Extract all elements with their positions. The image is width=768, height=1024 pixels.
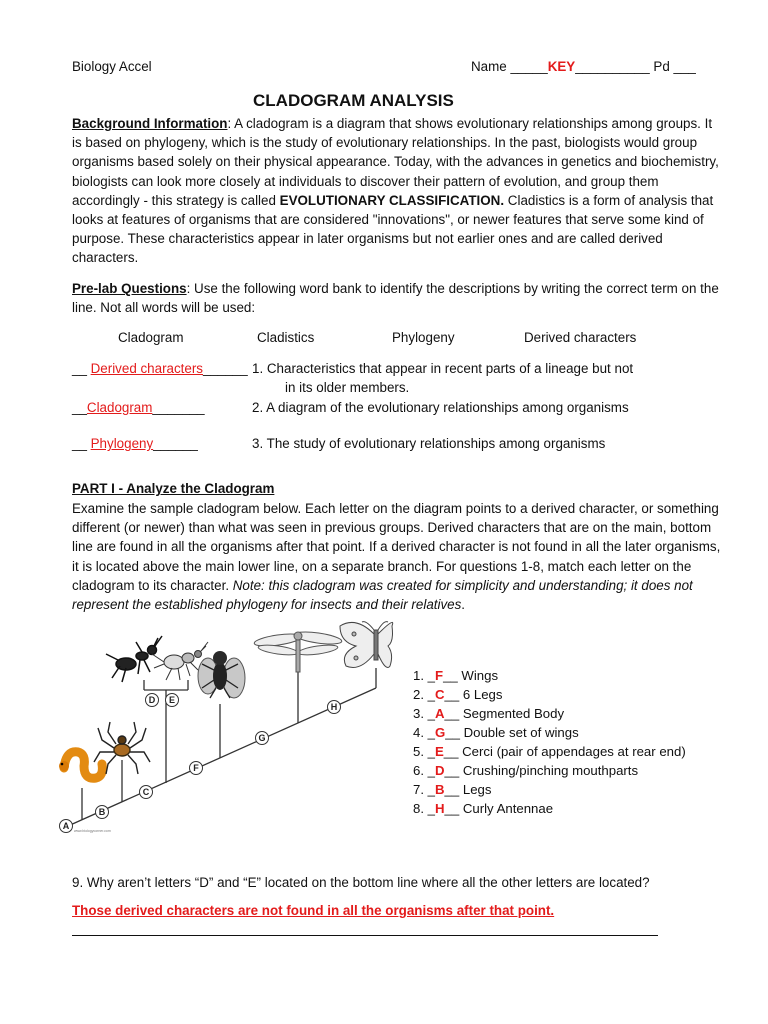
match-num: 7. _ — [413, 782, 435, 797]
name-field — [471, 59, 696, 74]
answer-line — [72, 935, 658, 936]
dragonfly-icon — [254, 630, 343, 672]
part1-note-end: . — [461, 597, 466, 613]
answer-blank-pre: __ — [72, 400, 87, 415]
letter-f-marker — [190, 762, 203, 775]
butterfly-icon — [340, 622, 393, 668]
part1-text: Examine the sample cladogram below. Each letter on the diagram points to a derived character, or something different (or newer) than what was seen in previous groups. Derived characters that are on the main, bottom line are found in all the organisms after that point. If a derived character is not found in all the later organisms, it is located above the main lower line, on a separate branch. For questions 1-8, match each letter on the cladogram to its character. — [72, 501, 721, 593]
match-row-7 — [413, 782, 491, 797]
match-text: __ Crushing/pinching mouthparts — [444, 763, 639, 778]
match-row-8 — [413, 801, 553, 816]
letter-g-marker — [256, 732, 269, 745]
prelab-question-1: 1. Characteristics that appear in recent parts of a lineage but not — [252, 361, 634, 376]
name-tail: __________ Pd ___ — [575, 59, 696, 74]
word-bank-cladogram: Cladogram — [118, 330, 184, 345]
match-row-2 — [413, 687, 502, 702]
prelab-text: : Use the following word bank to identify the descriptions by writing the correct term on the line. Not all words will be used: — [72, 281, 719, 316]
match-letter: B — [435, 782, 445, 797]
part1-note: Note: this cladogram was created for simplicity and understanding; it does not represent the established phylogeny for insects and their relatives — [72, 577, 693, 613]
word-bank-derived-characters: Derived characters — [524, 330, 637, 345]
letter-h-marker — [328, 701, 341, 714]
match-num: 1. _ — [413, 668, 435, 683]
name-label: Name _____ — [471, 59, 548, 74]
letter-b: B — [98, 807, 106, 817]
letter-f: F — [193, 763, 199, 773]
match-text: __ Curly Antennae — [444, 801, 554, 816]
beetle-icon — [106, 636, 162, 682]
match-letter: C — [435, 687, 445, 702]
match-text: __ Legs — [444, 782, 492, 797]
letter-b-marker — [96, 806, 109, 819]
prelab-question-3: 3. The study of evolutionary relationships among organisms — [252, 436, 606, 451]
answer-blank-post: ______ — [203, 361, 248, 376]
letter-a: A — [62, 821, 70, 831]
answer-blank-pre: __ — [72, 361, 91, 376]
name-key: KEY — [547, 59, 576, 74]
letter-c: C — [142, 787, 150, 797]
background-paragraph — [72, 114, 722, 268]
letter-g: G — [258, 733, 266, 743]
match-letter: D — [435, 763, 445, 778]
word-bank-phylogeny: Phylogeny — [392, 330, 455, 345]
match-text: __ Segmented Body — [444, 706, 565, 721]
match-row-1 — [413, 668, 498, 683]
question-9: 9. Why aren’t letters “D” and “E” located on the bottom line where all the other letters are located? — [72, 875, 650, 890]
answer-cladogram: Cladogram — [86, 400, 153, 415]
part1-heading: PART I - Analyze the Cladogram — [72, 481, 275, 496]
prelab-question-2: 2. A diagram of the evolutionary relationships among organisms — [252, 400, 629, 415]
match-row-5 — [413, 744, 686, 759]
letter-d-marker — [146, 694, 159, 707]
match-num: 4. _ — [413, 725, 435, 740]
match-num: 6. _ — [413, 763, 435, 778]
prelab-answer-2 — [72, 400, 205, 415]
match-num: 8. _ — [413, 801, 435, 816]
prelab-question-1-cont: in its older members. — [285, 380, 410, 395]
match-row-3 — [413, 706, 564, 721]
cladogram-diagram — [56, 618, 396, 836]
fly-icon — [198, 651, 245, 698]
match-letter: G — [435, 725, 446, 740]
letter-d: D — [148, 695, 156, 705]
answer-blank-pre: __ — [72, 436, 91, 451]
prelab-paragraph — [72, 279, 722, 317]
answer-blank-post: _______ — [152, 400, 205, 415]
match-num: 2. _ — [413, 687, 435, 702]
page-title: CLADOGRAM ANALYSIS — [253, 91, 454, 110]
caterpillar-icon — [59, 752, 102, 778]
word-bank-cladistics: Cladistics — [257, 330, 315, 345]
match-letter: A — [435, 706, 445, 721]
match-text: __ 6 Legs — [444, 687, 503, 702]
answer-blank-post: ______ — [153, 436, 198, 451]
match-letter: E — [435, 744, 444, 759]
match-num: 3. _ — [413, 706, 435, 721]
prelab-answer-3 — [72, 436, 198, 451]
background-text-2: Cladistics is a form of analysis that looks at features of organisms that are considered "innovations", or newer features that serve some kind of purpose. These characteristics appear in later organisms but not earlier ones and are called derived characters. — [72, 192, 714, 266]
background-bold-term: EVOLUTIONARY CLASSIFICATION. — [279, 192, 505, 208]
letter-c-marker — [140, 786, 153, 799]
prelab-heading: Pre-lab Questions — [72, 281, 187, 296]
background-heading: Background Information — [72, 116, 228, 131]
match-text: __ Double set of wings — [445, 725, 579, 740]
letter-e: E — [168, 695, 176, 705]
match-text: __ Wings — [443, 668, 499, 683]
prelab-answer-1 — [72, 361, 248, 376]
match-row-6 — [413, 763, 638, 778]
answer-phylogeny: Phylogeny — [90, 436, 154, 451]
letter-h: H — [330, 702, 338, 712]
question-9-answer: Those derived characters are not found in all the organisms after that point. — [72, 903, 555, 918]
match-num: 5. _ — [413, 744, 435, 759]
answer-derived-characters: Derived characters — [90, 361, 204, 376]
letter-a-marker — [60, 820, 73, 833]
match-text: __ Cerci (pair of appendages at rear end) — [443, 744, 686, 759]
match-letter: H — [435, 801, 445, 816]
match-row-4 — [413, 725, 579, 740]
match-letter: F — [435, 668, 444, 683]
background-text-1: : A cladogram is a diagram that shows evolutionary relationships among groups. It is based on phylogeny, which is the study of evolutionary relationships. In the past, biologists would group organisms based solely on their physical appearance. Today, with the advances in genetics and biochemistry, biologists can look more closely at individuals to discover their pattern of evolution, and group them accordingly - this strategy is called — [72, 116, 719, 208]
letter-e-marker — [166, 694, 179, 707]
part1-paragraph — [72, 499, 722, 614]
course-name: Biology Accel — [72, 59, 152, 74]
diagram-credit: www.biologycorner.com — [74, 829, 111, 833]
